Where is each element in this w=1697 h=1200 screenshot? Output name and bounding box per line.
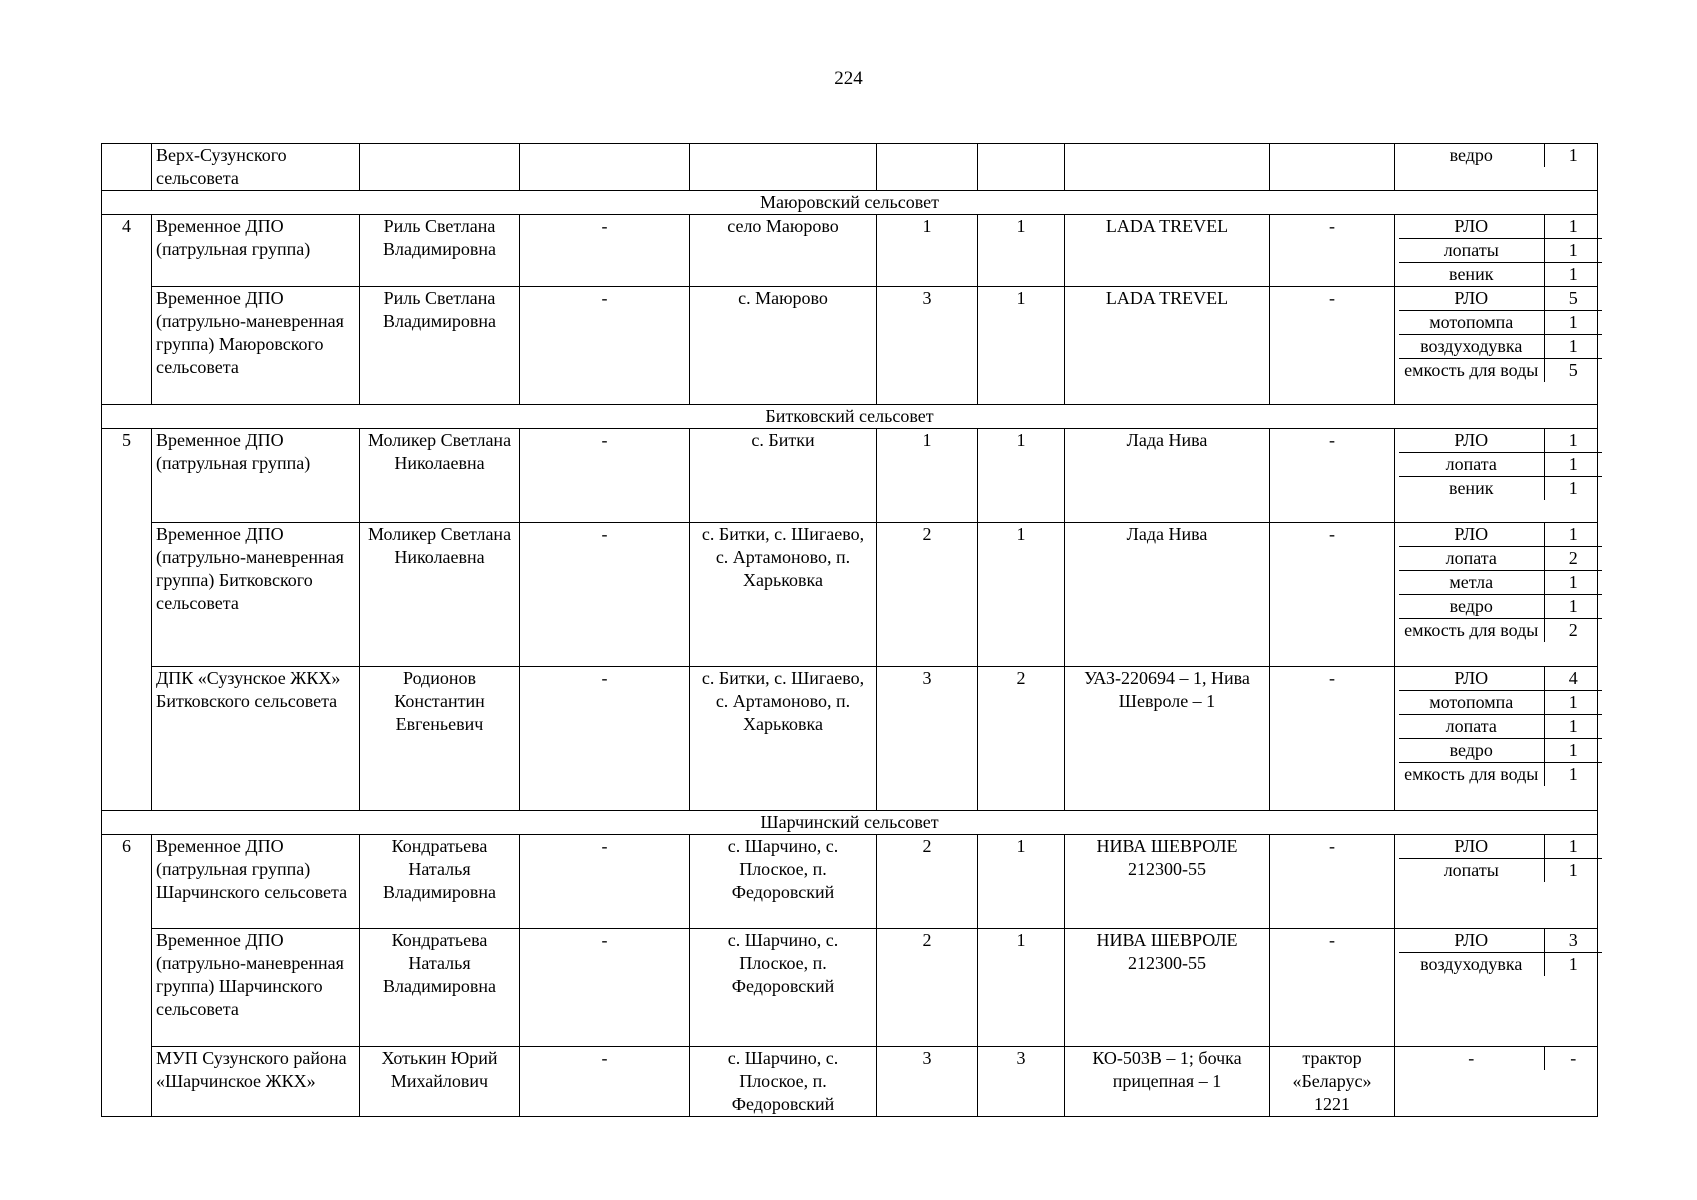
other-tech-cell: -: [1270, 835, 1395, 929]
equipment-cell: [1395, 929, 1598, 1047]
equipment-name: ведро: [1399, 739, 1544, 763]
vehicle-cell: НИВА ШЕВРОЛЕ 212300-55: [1065, 835, 1270, 929]
equipment-qty: 1: [1544, 763, 1602, 787]
vehicle-cell: КО-503В – 1; бочка прицепная – 1: [1065, 1047, 1270, 1117]
equipment-list: [1399, 523, 1602, 642]
equipment-cell: [1395, 215, 1598, 287]
equipment-name: емкость для воды: [1404, 360, 1539, 380]
equipment-name: емкость для воды: [1404, 764, 1539, 784]
location-cell: с. Шарчино, с. Плоское, п. Федоровский: [690, 1047, 877, 1117]
equipment-item: [1399, 477, 1602, 501]
equipment-item: [1399, 667, 1602, 691]
equipment-name: веник: [1449, 478, 1494, 498]
equipment-name: лопата: [1399, 715, 1544, 739]
vehicle-cell: УАЗ-220694 – 1, Нива Шевроле – 1: [1065, 667, 1270, 811]
forces-table: [101, 143, 1598, 1117]
unit-name-cell: Временное ДПО (патрульная группа) Шарчинского сельсовета: [152, 835, 360, 929]
equipment-qty: 1: [1544, 739, 1602, 763]
equipment-qty: 5: [1544, 287, 1602, 311]
head-cell: Моликер Светлана Николаевна: [360, 429, 520, 523]
equipment-cell: [1395, 287, 1598, 405]
equipment-name: лопата: [1399, 453, 1544, 477]
equipment-item: [1399, 287, 1602, 311]
dash-cell: -: [520, 835, 690, 929]
equipment-item: [1399, 929, 1602, 953]
head-cell: Кондратьева Наталья Владимировна: [360, 929, 520, 1047]
equipment-qty: 1: [1544, 429, 1602, 453]
table-row: [102, 929, 1598, 1047]
equipment-qty: 1: [1544, 239, 1602, 263]
equipment-list: [1399, 215, 1602, 286]
location-cell: с. Шарчино, с. Плоское, п. Федоровский: [690, 835, 877, 929]
vehicle-cell: НИВА ШЕВРОЛЕ 212300-55: [1065, 929, 1270, 1047]
equipment-item: [1399, 763, 1602, 787]
equipment-item: [1399, 859, 1602, 883]
head-cell: Риль Светлана Владимировна: [360, 215, 520, 287]
equipment-qty: 1: [1544, 335, 1602, 359]
equipment-name: РЛО: [1399, 835, 1544, 859]
equipment-qty: 2: [1544, 619, 1602, 643]
units-cell: 1: [978, 835, 1065, 929]
row-number: 6: [102, 835, 152, 1117]
equipment-list: [1399, 667, 1602, 786]
equipment-item: [1399, 619, 1602, 643]
equipment-item: [1399, 595, 1602, 619]
people-cell: 3: [877, 667, 978, 811]
dash-cell: -: [520, 929, 690, 1047]
equipment-name: лопаты: [1443, 860, 1499, 880]
dash-cell: -: [520, 667, 690, 811]
equipment-name: мотопомпа: [1399, 311, 1544, 335]
head-cell: Моликер Светлана Николаевна: [360, 523, 520, 667]
equipment-list: [1399, 929, 1602, 976]
people-cell: 2: [877, 523, 978, 667]
empty-cell: [978, 144, 1065, 191]
dash-cell: -: [520, 429, 690, 523]
equipment-list: [1399, 287, 1602, 382]
equipment-qty: 1: [1544, 953, 1602, 977]
equipment-item: [1399, 311, 1602, 335]
table-row: [102, 287, 1598, 405]
section-header-row: [102, 811, 1598, 835]
equipment-qty: 1: [1544, 263, 1602, 287]
unit-name-cell: Верх-Сузунского сельсовета: [152, 144, 360, 191]
head-cell: Родионов Константин Евгеньевич: [360, 667, 520, 811]
equipment-qty: 5: [1544, 359, 1602, 383]
equipment-name: РЛО: [1399, 523, 1544, 547]
units-cell: 1: [978, 429, 1065, 523]
equipment-item: [1399, 1047, 1602, 1070]
equipment-item: [1399, 739, 1602, 763]
other-tech-cell: -: [1270, 215, 1395, 287]
unit-name-cell: Временное ДПО (патрульно-маневренная группа) Маюровского сельсовета: [152, 287, 360, 405]
people-cell: 2: [877, 929, 978, 1047]
unit-name-cell: МУП Сузунского района «Шарчинское ЖКХ»: [152, 1047, 360, 1117]
equipment-name: лопата: [1399, 547, 1544, 571]
equipment-item: [1399, 715, 1602, 739]
equipment-qty: 4: [1544, 667, 1602, 691]
equipment-name: ведро: [1399, 595, 1544, 619]
page-number: 224: [834, 68, 863, 89]
unit-name-cell: Временное ДПО (патрульно-маневренная группа) Шарчинского сельсовета: [152, 929, 360, 1047]
unit-name-cell: Временное ДПО (патрульная группа): [152, 215, 360, 287]
equipment-cell: [1395, 144, 1598, 191]
empty-cell: [877, 144, 978, 191]
equipment-qty: 3: [1544, 929, 1602, 953]
equipment-qty: 1: [1544, 835, 1602, 859]
equipment-qty: 2: [1544, 547, 1602, 571]
section-header-row: [102, 405, 1598, 429]
dash-cell: -: [520, 1047, 690, 1117]
section-header-row: [102, 191, 1598, 215]
num-cell: [102, 144, 152, 191]
people-cell: 1: [877, 215, 978, 287]
equipment-cell: [1395, 835, 1598, 929]
vehicle-cell: Лада Нива: [1065, 523, 1270, 667]
equipment-qty: 1: [1544, 571, 1602, 595]
equipment-qty: 1: [1544, 715, 1602, 739]
equipment-item: [1399, 547, 1602, 571]
table-row: [102, 523, 1598, 667]
equipment-name: емкость для воды: [1404, 620, 1539, 640]
equipment-item: [1399, 335, 1602, 359]
other-tech-cell: -: [1270, 429, 1395, 523]
equipment-cell: [1395, 1047, 1598, 1117]
section-title: Битковский сельсовет: [102, 405, 1598, 429]
equipment-cell: [1395, 667, 1598, 811]
equipment-item: [1399, 691, 1602, 715]
equipment-name: ведро: [1449, 145, 1493, 165]
equipment-name: РЛО: [1399, 429, 1544, 453]
equipment-name: метла: [1399, 571, 1544, 595]
people-cell: 2: [877, 835, 978, 929]
equipment-qty: 1: [1544, 691, 1602, 715]
equipment-cell: [1395, 429, 1598, 523]
location-cell: с. Битки: [690, 429, 877, 523]
equipment-qty: 1: [1544, 144, 1602, 167]
people-cell: 3: [877, 1047, 978, 1117]
table-row: [102, 667, 1598, 811]
equipment-list: [1399, 835, 1602, 882]
units-cell: 1: [978, 287, 1065, 405]
equipment-qty: 1: [1544, 595, 1602, 619]
equipment-name: веник: [1449, 264, 1494, 284]
vehicle-cell: LADA TREVEL: [1065, 287, 1270, 405]
equipment-qty: 1: [1544, 215, 1602, 239]
equipment-name: воздуходувка: [1420, 954, 1523, 974]
equipment-name: РЛО: [1399, 287, 1544, 311]
vehicle-cell: Лада Нива: [1065, 429, 1270, 523]
empty-cell: [360, 144, 520, 191]
equipment-name: воздуходувка: [1399, 335, 1544, 359]
units-cell: 1: [978, 929, 1065, 1047]
empty-cell: [690, 144, 877, 191]
location-cell: с. Маюрово: [690, 287, 877, 405]
other-tech-cell: -: [1270, 287, 1395, 405]
units-cell: 1: [978, 215, 1065, 287]
equipment-name: РЛО: [1399, 215, 1544, 239]
equipment-qty: 1: [1544, 311, 1602, 335]
head-cell: Риль Светлана Владимировна: [360, 287, 520, 405]
head-cell: Хотькин Юрий Михайлович: [360, 1047, 520, 1117]
equipment-qty: 1: [1544, 523, 1602, 547]
equipment-item: [1399, 215, 1602, 239]
equipment-list: [1399, 1047, 1602, 1070]
equipment-item: [1399, 453, 1602, 477]
location-cell: с. Битки, с. Шигаево, с. Артамоново, п. Харьковка: [690, 523, 877, 667]
equipment-item: [1399, 359, 1602, 383]
location-cell: с. Битки, с. Шигаево, с. Артамоново, п. Харьковка: [690, 667, 877, 811]
row-number: 5: [102, 429, 152, 811]
location-cell: село Маюрово: [690, 215, 877, 287]
equipment-list: [1399, 144, 1602, 167]
table-row: [102, 1047, 1598, 1117]
empty-cell: [520, 144, 690, 191]
equipment-qty: 1: [1544, 453, 1602, 477]
units-cell: 3: [978, 1047, 1065, 1117]
equipment-name: лопаты: [1399, 239, 1544, 263]
section-title: Шарчинский сельсовет: [102, 811, 1598, 835]
location-cell: с. Шарчино, с. Плоское, п. Федоровский: [690, 929, 877, 1047]
units-cell: 1: [978, 523, 1065, 667]
head-cell: Кондратьева Наталья Владимировна: [360, 835, 520, 929]
other-tech-cell: -: [1270, 667, 1395, 811]
equipment-item: [1399, 239, 1602, 263]
equipment-item: [1399, 571, 1602, 595]
equipment-cell: [1395, 523, 1598, 667]
unit-name-cell: ДПК «Сузунское ЖКХ» Битковского сельсовета: [152, 667, 360, 811]
equipment-qty: 1: [1544, 859, 1602, 883]
unit-name-cell: Временное ДПО (патрульная группа): [152, 429, 360, 523]
equipment-list: [1399, 429, 1602, 500]
equipment-item: [1399, 144, 1602, 167]
equipment-name: мотопомпа: [1399, 691, 1544, 715]
vehicle-cell: LADA TREVEL: [1065, 215, 1270, 287]
equipment-item: [1399, 263, 1602, 287]
table-row: [102, 835, 1598, 929]
dash-cell: -: [520, 215, 690, 287]
unit-name-cell: Временное ДПО (патрульно-маневренная группа) Битковского сельсовета: [152, 523, 360, 667]
table-row: [102, 215, 1598, 287]
people-cell: 1: [877, 429, 978, 523]
equipment-item: [1399, 835, 1602, 859]
section-title: Маюровский сельсовет: [102, 191, 1598, 215]
equipment-name: РЛО: [1399, 667, 1544, 691]
dash-cell: -: [520, 287, 690, 405]
table-row: [102, 429, 1598, 523]
equipment-item: [1399, 429, 1602, 453]
other-tech-cell: -: [1270, 929, 1395, 1047]
equipment-item: [1399, 953, 1602, 977]
units-cell: 2: [978, 667, 1065, 811]
dash-cell: -: [520, 523, 690, 667]
equipment-name: -: [1468, 1048, 1475, 1068]
row-number: 4: [102, 215, 152, 405]
empty-cell: [1065, 144, 1270, 191]
equipment-name: РЛО: [1399, 929, 1544, 953]
table-row: [102, 144, 1598, 191]
equipment-qty: 1: [1544, 477, 1602, 501]
empty-cell: [1270, 144, 1395, 191]
other-tech-cell: -: [1270, 523, 1395, 667]
equipment-item: [1399, 523, 1602, 547]
equipment-qty: -: [1544, 1047, 1602, 1070]
other-tech-cell: трактор «Беларус» 1221: [1270, 1047, 1395, 1117]
people-cell: 3: [877, 287, 978, 405]
